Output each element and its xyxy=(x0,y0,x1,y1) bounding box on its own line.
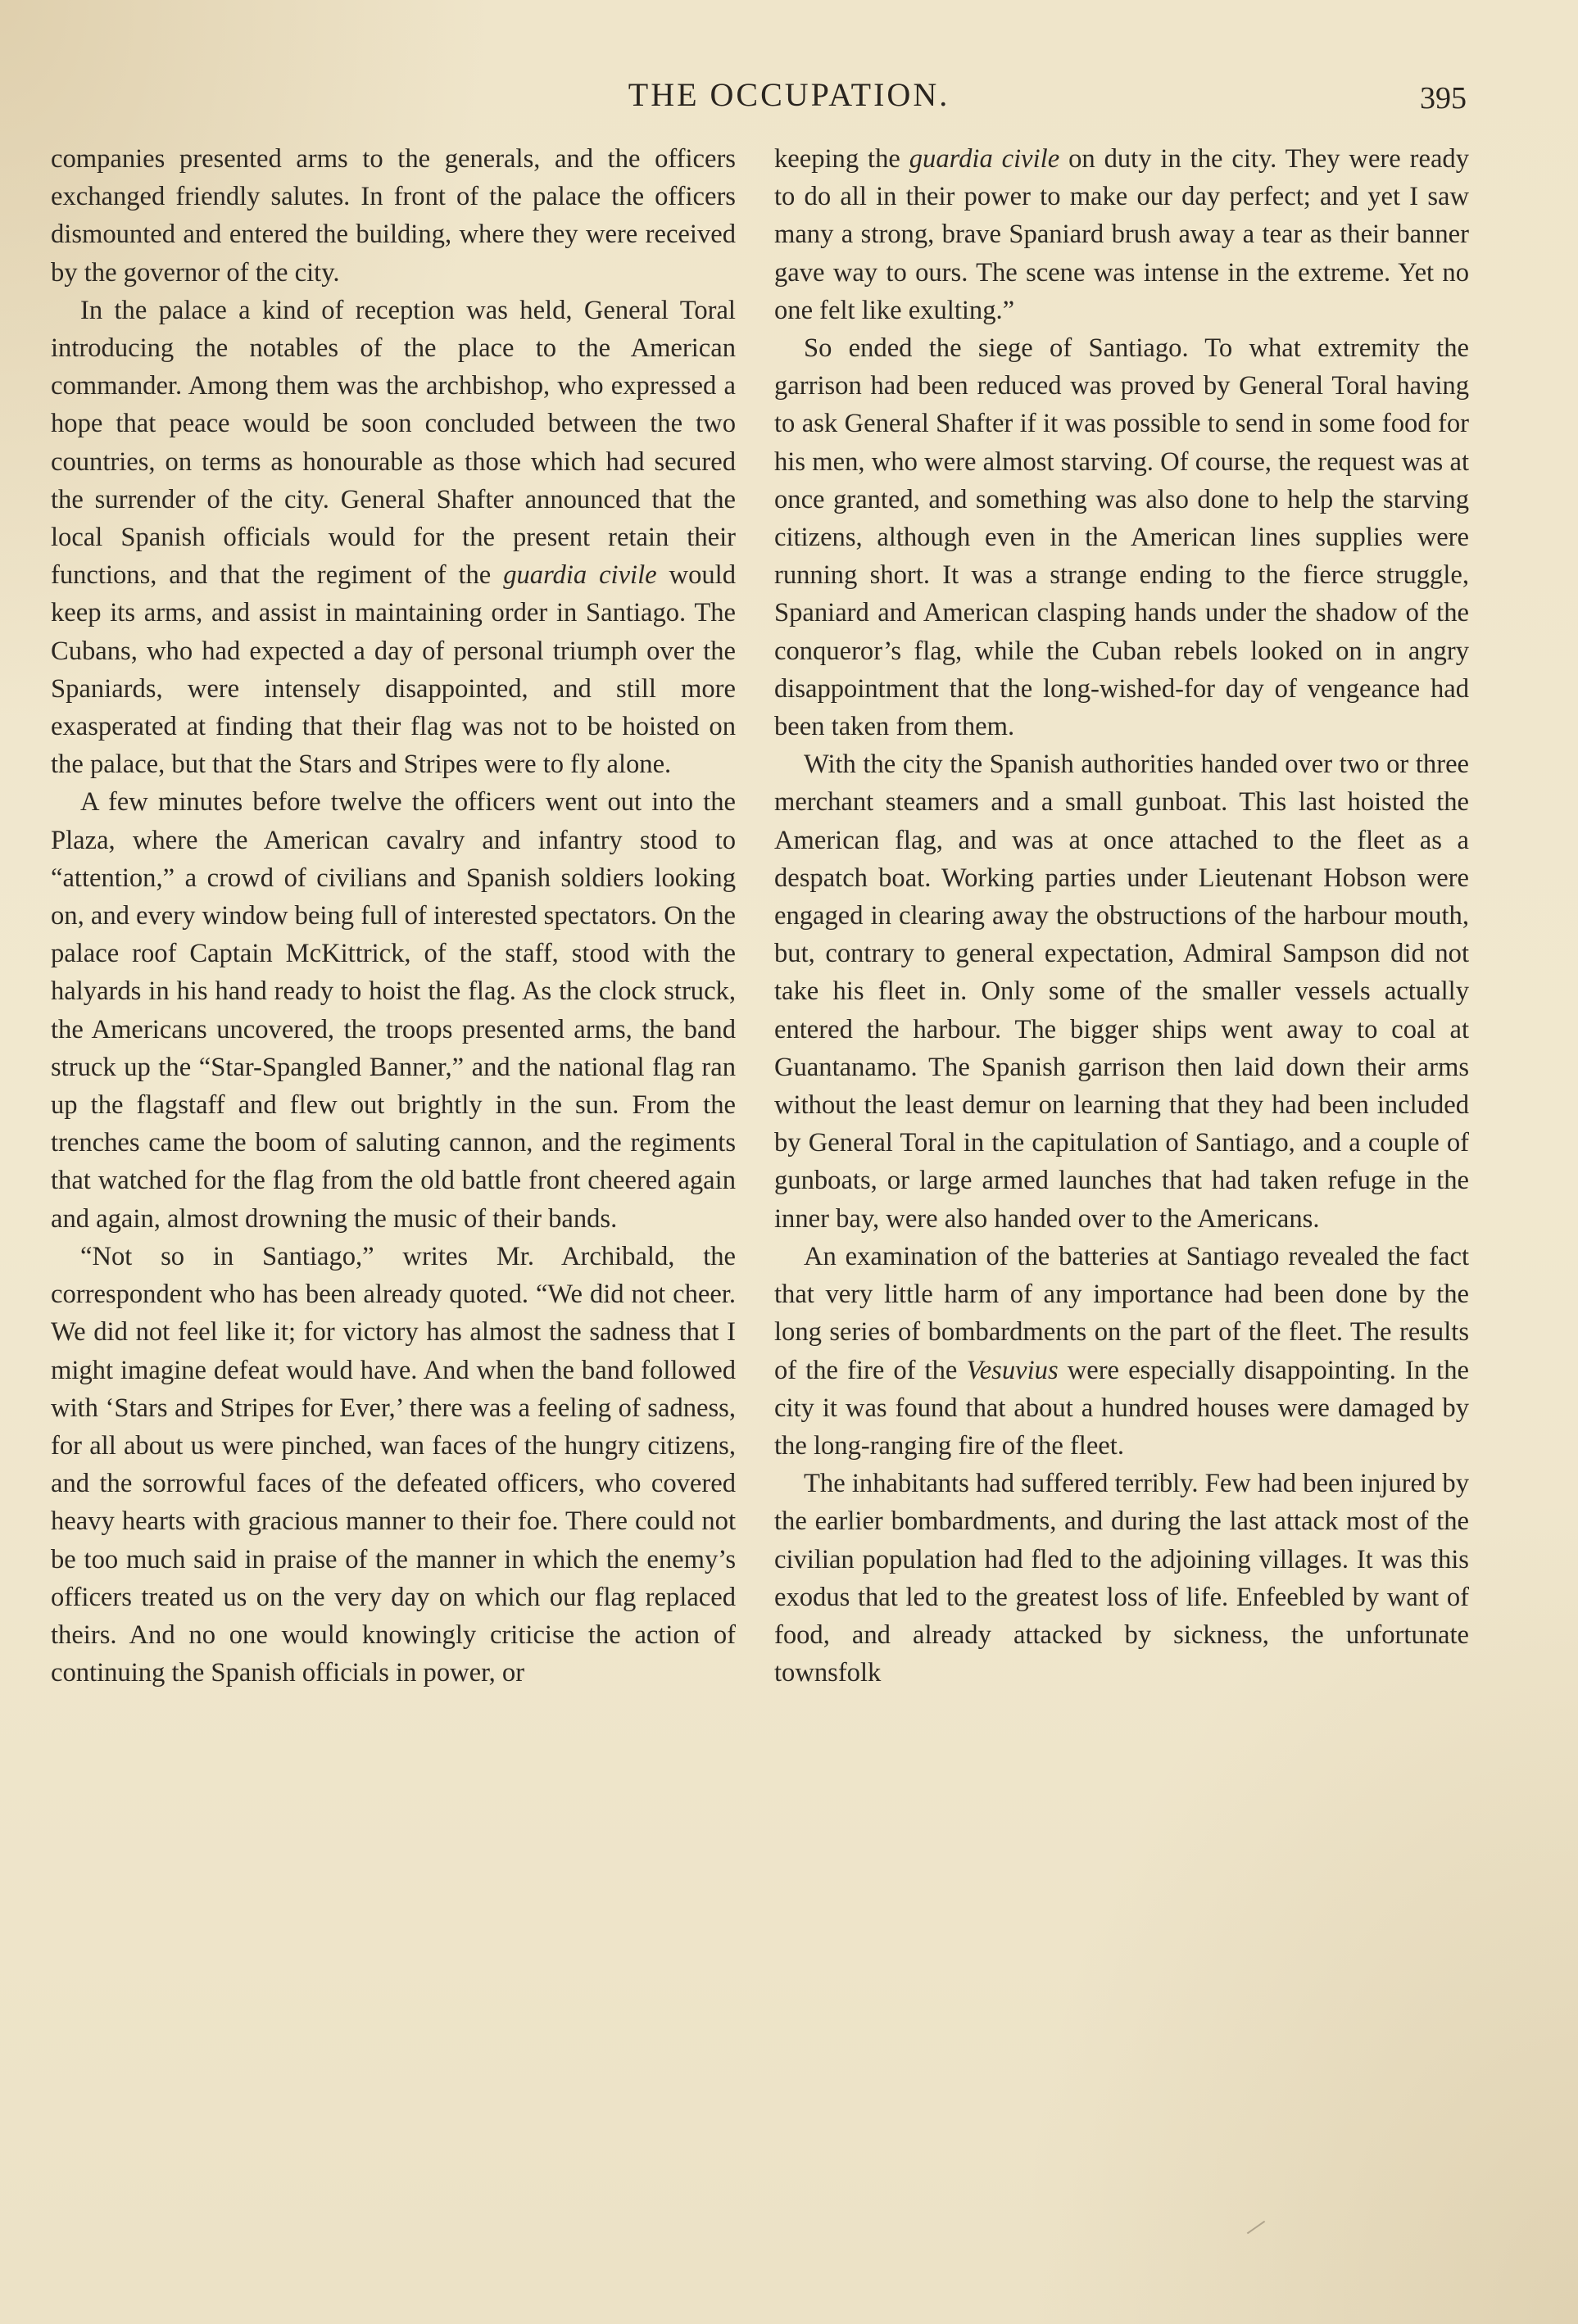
paragraph-inhabitants-suffered: The inhabitants had suffered terribly. Few had been injured by the earlier bombardments, and during the last attack most of the civilian population had fled to the adjoining villages. It was this exodus that led to the greatest loss of life. Enfeebled by want of food, and already attacked by sickness, the unfortunate townsfolk xyxy=(774,1469,1469,1688)
quote-continued-text-a: keeping the xyxy=(774,144,900,174)
guardia-civile-italic: guardia civile xyxy=(503,560,657,591)
guardia-civile-italic-2: guardia civile xyxy=(909,144,1060,174)
vesuvius-italic: Vesuvius xyxy=(966,1355,1059,1385)
paragraph-companies: companies presented arms to the generals, and the officers exchanged friendly salutes. In front of the palace the officers dismounted and entered the building, where they were received by the governor of the city. xyxy=(51,144,736,288)
paragraph-reception-text-b: would keep its arms, and assist in maintaining order in Santiago. The Cubans, who had expected a day of personal triumph over the Spaniards, were intensely disappointed, and still more exasperated at finding that their flag was not to be hoisted on the palace, but that the Stars and Stripes were to fly alone. xyxy=(51,560,736,780)
running-head xyxy=(0,75,1578,121)
left-column xyxy=(51,140,736,1692)
paragraph-archibald-quote: “Not so in Santiago,” writes Mr. Archibald, the correspondent who has been already quoted. “We did not cheer. We did not feel like it; for victory has almost the sadness that I might imagine defeat would have. And when the band followed with ‘Stars and Stripes for Ever,’ there was a feeling of sadness, for all about us were pinched, wan faces of the hungry citizens, and the sorrowful faces of the defeated officers, who covered heavy hearts with gracious manner to their foe. There could not be too much said in praise of the manner in which the enemy’s officers treated us on the very day on which our flag replaced theirs. And no one would knowingly criticise the action of continuing the Spanish officials in power, or xyxy=(51,1241,736,1688)
paragraph-steamers-handed-over: With the city the Spanish authorities handed over two or three merchant steamers and a small gunboat. This last hoisted the American flag, and was at once attached to the fleet as a despatch boat. Working parties under Lieutenant Hobson were engaged in clearing away the obstructions of the harbour mouth, but, contrary to general expectation, Admiral Sampson did not take his fleet in. Only some of the smaller vessels actually entered the harbour. The bigger ships went away to coal at Guantanamo. The Spanish garrison then laid down their arms without the least demur on learning that they had been included by General Toral in the capitulation of Santiago, and a couple of gunboats, or large armed launches that had taken refuge in the inner bay, were also handed over to the Americans. xyxy=(774,750,1469,1234)
paragraph-reception xyxy=(51,292,736,784)
paragraph-siege-ended: So ended the siege of Santiago. To what extremity the garrison had been reduced was proved by General Toral having to ask General Shafter if it was possible to send in some food for his men, who were almost starving. Of course, the request was at once granted, and something was also done to help the starving citizens, although even in the American lines supplies were running short. It was a strange ending to the fierce struggle, Spaniard and American clasping hands under the shadow of the conqueror’s flag, while the Cuban rebels looked on in angry disappointment that the long-wished-for day of vengeance had been taken from them. xyxy=(774,333,1469,742)
quote-continued-text-b: on duty in the city. They were ready to do all in their power to make our day perfect; and yet I saw many a strong, brave Spaniard brush away a tear as their banner gave way to ours. The scene was intense in the extreme. Yet no one felt like exulting.” xyxy=(774,144,1469,325)
batteries-text-a: An examination of the batteries at Santiago revealed the fact that very little harm of any importance had been done by the long series of bombardments on the part of the fleet. The results of the fire of the xyxy=(774,1241,1469,1385)
ink-mark xyxy=(1247,2221,1265,2235)
paragraph-batteries-examination xyxy=(774,1238,1469,1465)
page-number: 395 xyxy=(1420,81,1467,116)
paragraph-flag-raising: A few minutes before twelve the officers went out into the Plaza, where the American cavalry and infantry stood to “attention,” a crowd of civilians and Spanish soldiers looking on, and every window being full of interested spectators. On the palace roof Captain McKittrick, of the staff, stood with the halyards in his hand ready to hoist the flag. As the clock struck, the Americans uncovered, the troops presented arms, the band struck up the “Star-Spangled Banner,” and the national flag ran up the flagstaff and flew out brightly in the sun. From the trenches came the boom of saluting cannon, and the regiments that watched for the flag from the old battle front cheered again and again, almost drowning the music of their bands. xyxy=(51,787,736,1234)
paragraph-quote-continued xyxy=(774,140,1469,329)
paragraph-reception-text-a: In the palace a kind of reception was held, General Toral introducing the notables of the place to the American commander. Among them was the archbishop, who expressed a hope that peace would be soon concluded between the two countries, on terms as honourable as those which had secured the surrender of the city. General Shafter announced that the local Spanish officials would for the present retain their functions, and that the regiment of the xyxy=(51,295,736,591)
right-column xyxy=(774,140,1469,1692)
running-title: THE OCCUPATION. xyxy=(628,76,950,113)
batteries-text-b: were especially disappointing. In the city it was found that about a hundred houses were damaged by the long-ranging fire of the fleet. xyxy=(774,1355,1469,1461)
